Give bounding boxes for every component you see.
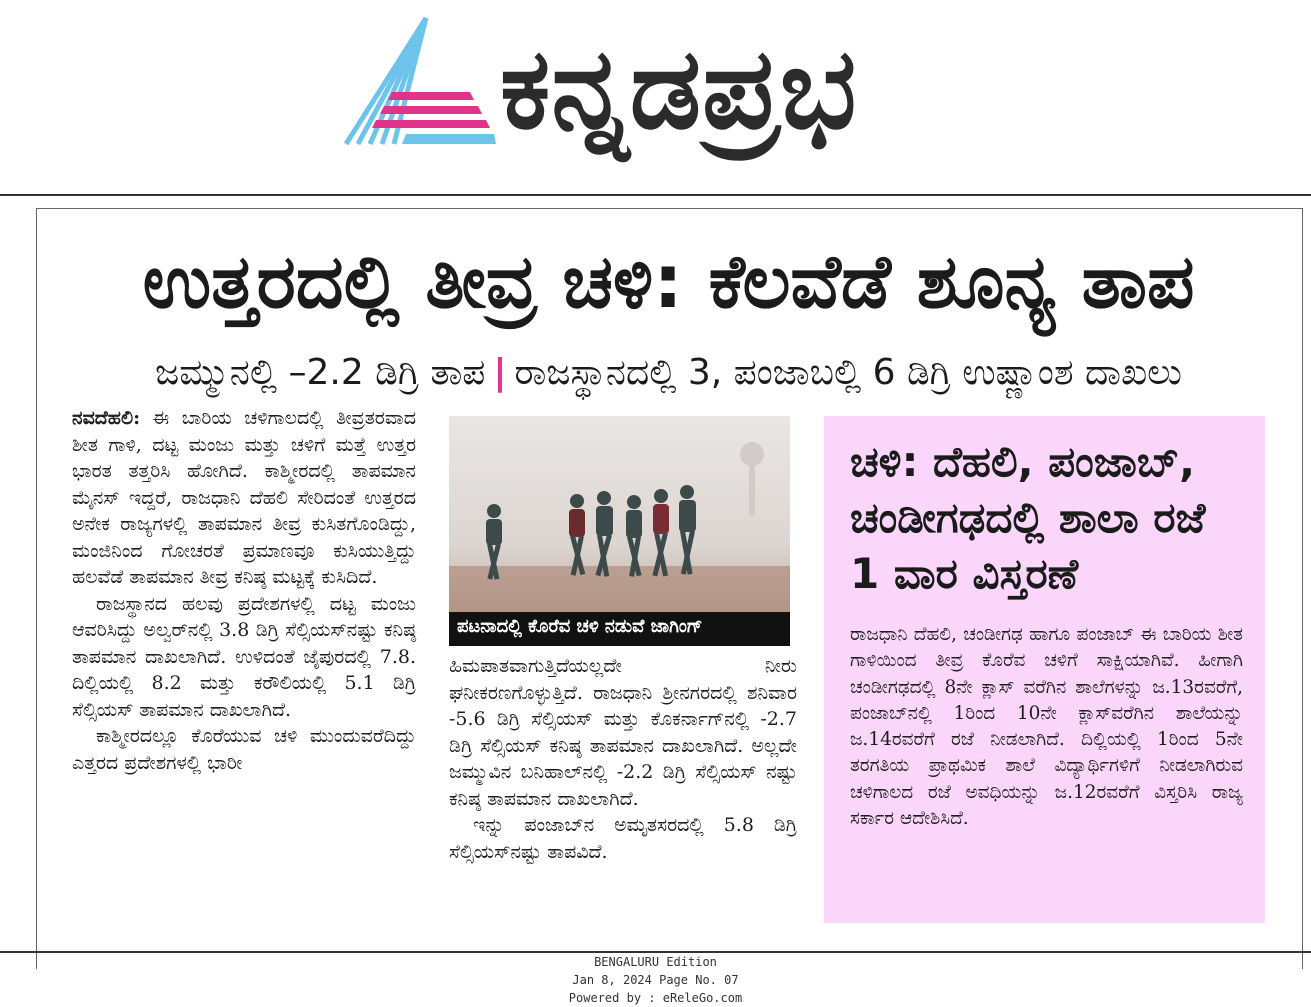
photo-caption: ಪಟನಾದಲ್ಲಿ ಕೊರೆವ ಚಳಿ ನಡುವೆ ಜಾಗಿಂಗ್ (449, 612, 790, 646)
subhead-left: ಜಮ್ಮುನಲ್ಲಿ –2.2 ಡಿಗ್ರಿ ತಾಪ (155, 352, 486, 393)
kannada-prabha-logo-icon (340, 14, 500, 149)
dateline: ನವದೆಹಲಿ: (72, 407, 141, 429)
paragraph-3: ಕಾಶ್ಮೀರದಲ್ಲೂ ಕೊರೆಯುವ ಚಳಿ ಮುಂದುವರೆದಿದ್ದು ಎತ್ತರದ ಪ್ರದೇಶಗಳಲ್ಲಿ ಭಾರೀ (72, 725, 416, 774)
column-2-paragraph-2: ಇನ್ನು ಪಂಜಾಬ್‌ನ ಅಮೃತಸರದಲ್ಲಿ 5.8 ಡಿಗ್ರಿ ಸೆಲ್ಸಿಯಸ್‌ನಷ್ಟು ತಾಪವಿದೆ. (449, 814, 797, 863)
top-rule (0, 194, 1311, 196)
paragraph-1-text: ಈ ಬಾರಿಯ ಚಳಿಗಾಲದಲ್ಲಿ ತೀವ್ರತರವಾದ ಶೀತ ಗಾಳಿ, ದಟ್ಟ ಮಂಜು ಮತ್ತು ಚಳಿಗೆ ಮತ್ತೆ ಉತ್ತರ ಭಾರತ ತತ್ತರಿಸಿ ಹೋಗಿದೆ. ಕಾಶ್ಮೀರದಲ್ಲಿ ತಾಪಮಾನ ಮೈನಸ್ ಇದ್ದರೆ, ರಾಜಧಾನಿ ದೆಹಲಿ ಸೇರಿದಂತೆ ಉತ್ತರದ ಅನೇಕ ರಾಜ್ಯಗಳಲ್ಲಿ ತಾಪಮಾನ ತೀವ್ರ ಕುಸಿತಗೊಂಡಿದ್ದು, ಮಂಜಿನಿಂದ ಗೋಚರತೆ ಪ್ರಮಾಣವೂ ಕುಸಿಯುತ್ತಿದ್ದು ಹಲವೆಡೆ ತಾಪಮಾನ ತೀವ್ರ ಕನಿಷ್ಠ ಮಟ್ಟಕ್ಕೆ ಕುಸಿದಿದೆ. (72, 407, 416, 588)
footer-edition: BENGALURU Edition (594, 955, 717, 969)
footer-powered-by: Powered by : eReleGo.com (568, 991, 743, 1005)
masthead-title: ಕನ್ನಡಪ್ರಭ (500, 24, 858, 154)
paragraph-2: ರಾಜಸ್ಥಾನದ ಹಲವು ಪ್ರದೇಶಗಳಲ್ಲಿ ದಟ್ಟ ಮಂಜು ಆವರಿಸಿದ್ದು ಅಲ್ವರ್‌ನಲ್ಲಿ 3.8 ಡಿಗ್ರಿ ಸೆಲ್ಸಿಯಸ್‌ನಷ್ಟು ಕನಿಷ್ಠ ತಾಪಮಾನ ದಾಖಲಾಗಿದೆ. ಉಳಿದಂತೆ ಜೈಪುರದಲ್ಲಿ 7.8. ದಿಲ್ಲಿಯಲ್ಲಿ 8.2 ಮತ್ತು ಕರೌಲಿಯಲ್ಲಿ 5.1 ಡಿಗ್ರಿ ಸೆಲ್ಸಿಯಸ್ ತಾಪಮಾನ ದಾಖಲಾಗಿದೆ. (72, 592, 416, 721)
sidebar-body: ರಾಜಧಾನಿ ದೆಹಲಿ, ಚಂಡೀಗಢ ಹಾಗೂ ಪಂಜಾಬ್ ಈ ಬಾರಿಯ ಶೀತ ಗಾಳಿಯಿಂದ ತೀವ್ರ ಕೊರೆವ ಚಳಿಗೆ ಸಾಕ್ಷಿಯಾಗಿವೆ. ಹೀಗಾಗಿ ಚಂಡೀಗಢದಲ್ಲಿ 8ನೇ ಕ್ಲಾಸ್ ವರೆಗಿನ ಶಾಲೆಗಳನ್ನು ಜ.13ರವರೆಗೆ, ಪಂಜಾಬ್‌ನಲ್ಲಿ 1ರಿಂದ 10ನೇ ಕ್ಲಾಸ್‌ವರೆಗಿನ ಶಾಲೆಯನ್ನು ಜ.14ರವರೆಗೆ ರಜೆ ನೀಡಲಾಗಿದೆ. ದಿಲ್ಲಿಯಲ್ಲಿ 1ರಿಂದ 5ನೇ ತರಗತಿಯ ಪ್ರಾಥಮಿಕ ಶಾಲೆ ವಿದ್ಯಾರ್ಥಿಗಳಿಗೆ ನೀಡಲಾಗಿರುವ ಚಳಿಗಾಲದ ರಜೆ ಅವಧಿಯನ್ನು ಜ.12ರವರೆಗೆ ವಿಸ್ತರಿಸಿ ರಾಜ್ಯ ಸರ್ಕಾರ ಆದೇಶಿಸಿದೆ. (850, 624, 1243, 830)
page-footer (0, 953, 1311, 1007)
article-column-1 (72, 405, 416, 776)
column-2-paragraph-1: ಹಿಮಪಾತವಾಗುತ್ತಿದೆಯಲ್ಲದೇ ನೀರು ಘನೀಕರಣಗೊಳ್ಳುತ್ತಿದೆ. ರಾಜಧಾನಿ ಶ್ರೀನಗರದಲ್ಲಿ ಶನಿವಾರ -5.6 ಡಿಗ್ರಿ ಸೆಲ್ಸಿಯಸ್ ಮತ್ತು ಕೊಕರ್ನಾಗ್‌ನಲ್ಲಿ -2.7 ಡಿಗ್ರಿ ಸೆಲ್ಸಿಯಸ್ ಕನಿಷ್ಠ ತಾಪಮಾನ ದಾಖಲಾಗಿದೆ. ಅಲ್ಲದೇ ಜಮ್ಮುವಿನ ಬನಿಹಾಲ್‌ನಲ್ಲಿ -2.2 ಡಿಗ್ರಿ ಸೆಲ್ಸಿಯಸ್ ನಷ್ಟು ಕನಿಷ್ಠ ತಾಪಮಾನ ದಾಖಲಾಗಿದೆ. (449, 655, 797, 810)
subhead-right: ರಾಜಸ್ಥಾನದಲ್ಲಿ 3, ಪಂಜಾಬಲ್ಲಿ 6 ಡಿಗ್ರಿ ಉಷ್ಣಾಂಶ ದಾಖಲು (514, 352, 1182, 393)
article-headline: ಉತ್ತರದಲ್ಲಿ ತೀವ್ರ ಚಳಿ: ಕೆಲವೆಡೆ ಶೂನ್ಯ ತಾಪ (142, 239, 1195, 325)
article-subhead (36, 348, 1301, 398)
sidebar-box (824, 416, 1265, 923)
sidebar-title: ಚಳಿ: ದೆಹಲಿ, ಪಂಜಾಬ್, ಚಂಡೀಗಢದಲ್ಲಿ ಶಾಲಾ ರಜೆ 1 ವಾರ ವಿಸ್ತರಣೆ (850, 437, 1206, 598)
footer-date-page: Jan 8, 2024 Page No. 07 (572, 973, 739, 987)
paragraph-1 (72, 405, 416, 591)
masthead (0, 0, 1311, 193)
news-photo (449, 416, 790, 646)
subhead-separator: | (493, 352, 507, 393)
article-column-2 (449, 653, 797, 865)
